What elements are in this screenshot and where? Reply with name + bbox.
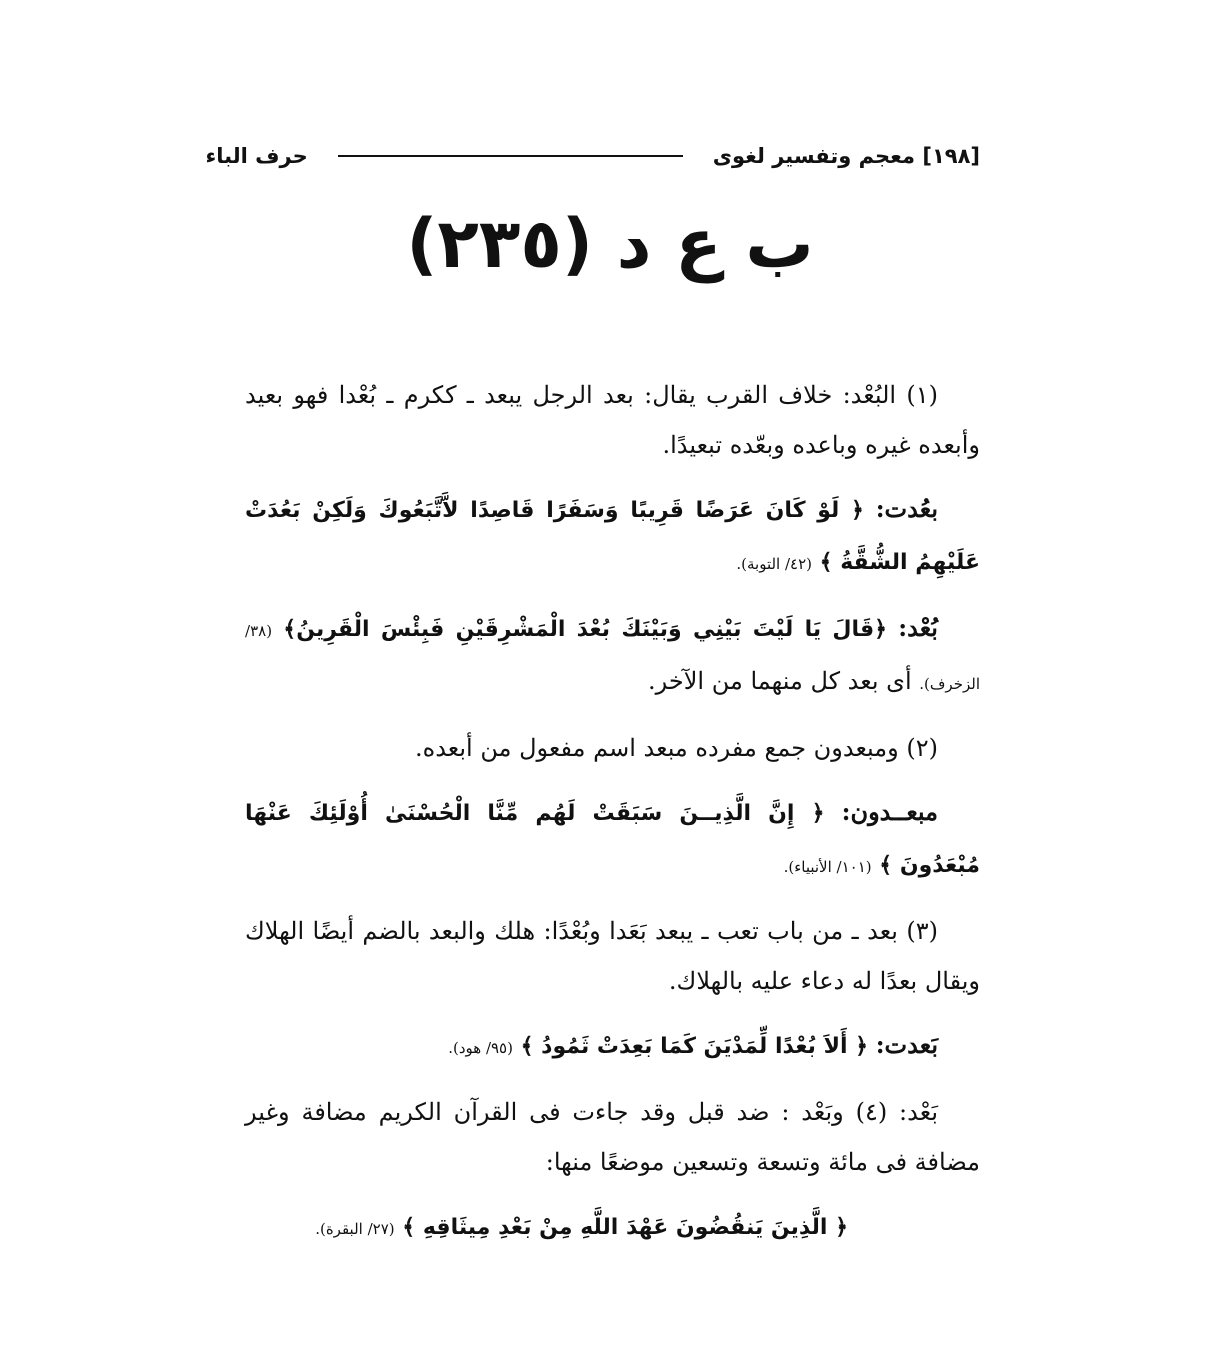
entry-term: بُعْد:: [898, 613, 938, 642]
chapter-title: حرف الباء: [205, 144, 308, 168]
definition-paragraph: بَعْد: (٤) وبَعْد : ضد قبل وقد جاءت فى القرآن الكريم مضافة وغير مضافة فى مائة وتسعة وتسعين موضعًا منها:: [245, 1098, 980, 1176]
verse-entry: [245, 484, 980, 589]
verse-reference: (٣٨/ الزخرف).: [245, 622, 980, 693]
root-heading: ب ع د (٢٣٥): [406, 205, 814, 284]
entry-term: بعُدت:: [875, 494, 938, 523]
verse-reference: (٢٧/ البقرة).: [315, 1220, 395, 1238]
entry-explanation: أى بعد كل منهما من الآخر.: [648, 667, 912, 695]
verse-entry: [245, 787, 980, 892]
verse-entry: [245, 1201, 980, 1254]
header-rule: [338, 155, 683, 157]
quran-verse: ﴿ لَوْ كَانَ عَرَضًا قَرِيبًا وَسَفَرًا قَاصِدًا لاَّتَّبَعُوكَ وَلَكِنْ بَعُدَتْ عَلَيْهِمُ الشُّقَّةُ ﴾: [245, 498, 980, 575]
verse-entry: [245, 603, 980, 709]
book-title: [١٩٨] معجم وتفسير لغوى: [712, 144, 980, 168]
definition-paragraph: (٢) ومبعدون جمع مفرده مبعد اسم مفعول من أبعده.: [414, 734, 938, 762]
definition-paragraph: (١) البُعْد: خلاف القرب يقال: بعد الرجل يبعد ـ ككرم ـ بُعْدا فهو بعيد وأبعده غيره وباعده وبعّده تبعيدًا.: [245, 381, 980, 459]
quran-verse: ﴿ إِنَّ الَّذِيــنَ سَبَقَتْ لَهُم مِّنَّا الْحُسْنَىٰ أُوْلَئِكَ عَنْهَا مُبْعَدُونَ ﴾: [245, 801, 980, 878]
verse-reference: (١٠١/ الأنبياء).: [783, 858, 872, 876]
entry-term: بَعدت:: [875, 1030, 938, 1059]
verse-entry: [245, 1020, 980, 1073]
entry-term: مبعــدون:: [841, 797, 938, 826]
definition-paragraph: (٣) بعد ـ من باب تعب ـ يبعد بَعَدا وبُعْدًا: هلك والبعد بالضم أيضًا الهلاك ويقال بعدًا له دعاء عليه بالهلاك.: [245, 917, 980, 995]
verse-reference: (٩٥/ هود).: [448, 1039, 513, 1057]
entry-body: [245, 370, 980, 1268]
quran-verse: ﴿ أَلاَ بُعْدًا لِّمَدْيَنَ كَمَا بَعِدَتْ ثَمُودُ ﴾: [520, 1034, 869, 1059]
verse-reference: (٤٢/ التوبة).: [736, 555, 813, 573]
page-header: [205, 138, 980, 174]
quran-verse: ﴿قَالَ يَا لَيْتَ بَيْنِي وَبَيْنَكَ بُعْدَ الْمَشْرِقَيْنِ فَبِئْسَ الْقَرِينُ﴾: [283, 617, 888, 642]
quran-verse: ﴿ الَّذِينَ يَنقُضُونَ عَهْدَ اللَّهِ مِنْ بَعْدِ مِيثَاقِهِ ﴾: [402, 1215, 848, 1240]
